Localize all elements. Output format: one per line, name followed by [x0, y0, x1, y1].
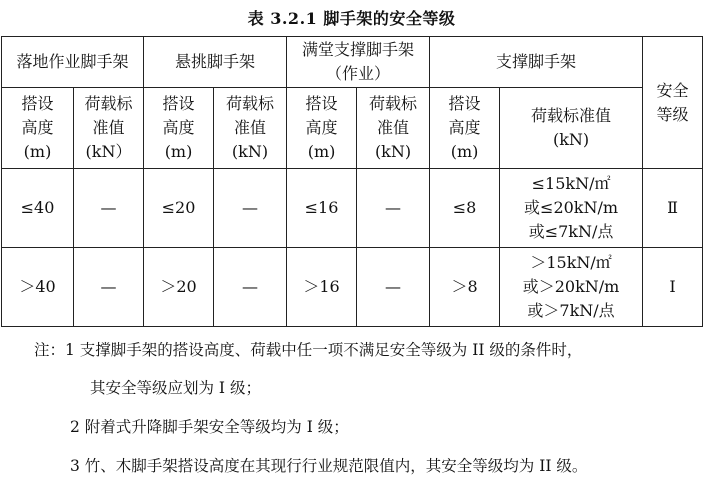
cell-grade: Ⅰ: [643, 248, 703, 327]
cell-hall-load: —: [357, 169, 430, 248]
header-support: 支撑脚手架: [430, 37, 643, 88]
cell-sup-height: ＞8: [430, 248, 500, 327]
cell-sup-load: ＞15kN/㎡ 或＞20kN/m 或＞7kN/点: [500, 248, 643, 327]
cell-hall-load: —: [357, 248, 430, 327]
cell-cant-load: —: [214, 248, 287, 327]
header-ground: 落地作业脚手架: [2, 37, 144, 88]
cell-ground-load: —: [74, 248, 144, 327]
subheader-sup-load: 荷载标准值 (kN): [500, 88, 643, 169]
note-1-continued: 其安全等级应划为 I 级；: [90, 379, 261, 397]
header-row-sub: [2, 88, 703, 169]
subheader-ground-height: 搭设 高度 (m): [2, 88, 74, 169]
table-row: [2, 169, 703, 248]
cell-sup-height: ≤8: [430, 169, 500, 248]
subheader-ground-load: 荷载标 准值 (kN）: [74, 88, 144, 169]
cell-ground-height: ≤40: [2, 169, 74, 248]
table-row: [2, 248, 703, 327]
table-title: 表 3.2.1 脚手架的安全等级: [247, 9, 456, 28]
subheader-hall-load: 荷载标 准值 (kN): [357, 88, 430, 169]
cell-hall-height: ≤16: [287, 169, 357, 248]
note-3: 3 竹、木脚手架搭设高度在其现行行业规范限值内，其安全等级均为 II 级。: [70, 457, 588, 475]
subheader-cant-load: 荷载标 准值 (kN): [214, 88, 287, 169]
subheader-cant-height: 搭设 高度 (m): [144, 88, 214, 169]
cell-ground-load: —: [74, 169, 144, 248]
header-row-groups: [2, 37, 703, 88]
note-1: 注：1 支撑脚手架的搭设高度、荷载中任一项不满足安全等级为 II 级的条件时，: [34, 341, 583, 359]
cell-grade: Ⅱ: [643, 169, 703, 248]
note-2: 2 附着式升降脚手架安全等级均为 I 级；: [70, 418, 349, 436]
subheader-hall-height: 搭设 高度 (m): [287, 88, 357, 169]
header-cantilever: 悬挑脚手架: [144, 37, 287, 88]
subheader-sup-height: 搭设 高度 (m): [430, 88, 500, 169]
header-grade: 安全 等级: [643, 37, 703, 169]
cell-hall-height: ＞16: [287, 248, 357, 327]
cell-cant-load: —: [214, 169, 287, 248]
cell-cant-height: ≤20: [144, 169, 214, 248]
header-full-hall: 满堂支撑脚手架 （作业）: [287, 37, 430, 88]
safety-grade-table: [1, 36, 703, 327]
cell-sup-load: ≤15kN/㎡ 或≤20kN/m 或≤7kN/点: [500, 169, 643, 248]
cell-ground-height: ＞40: [2, 248, 74, 327]
cell-cant-height: ＞20: [144, 248, 214, 327]
